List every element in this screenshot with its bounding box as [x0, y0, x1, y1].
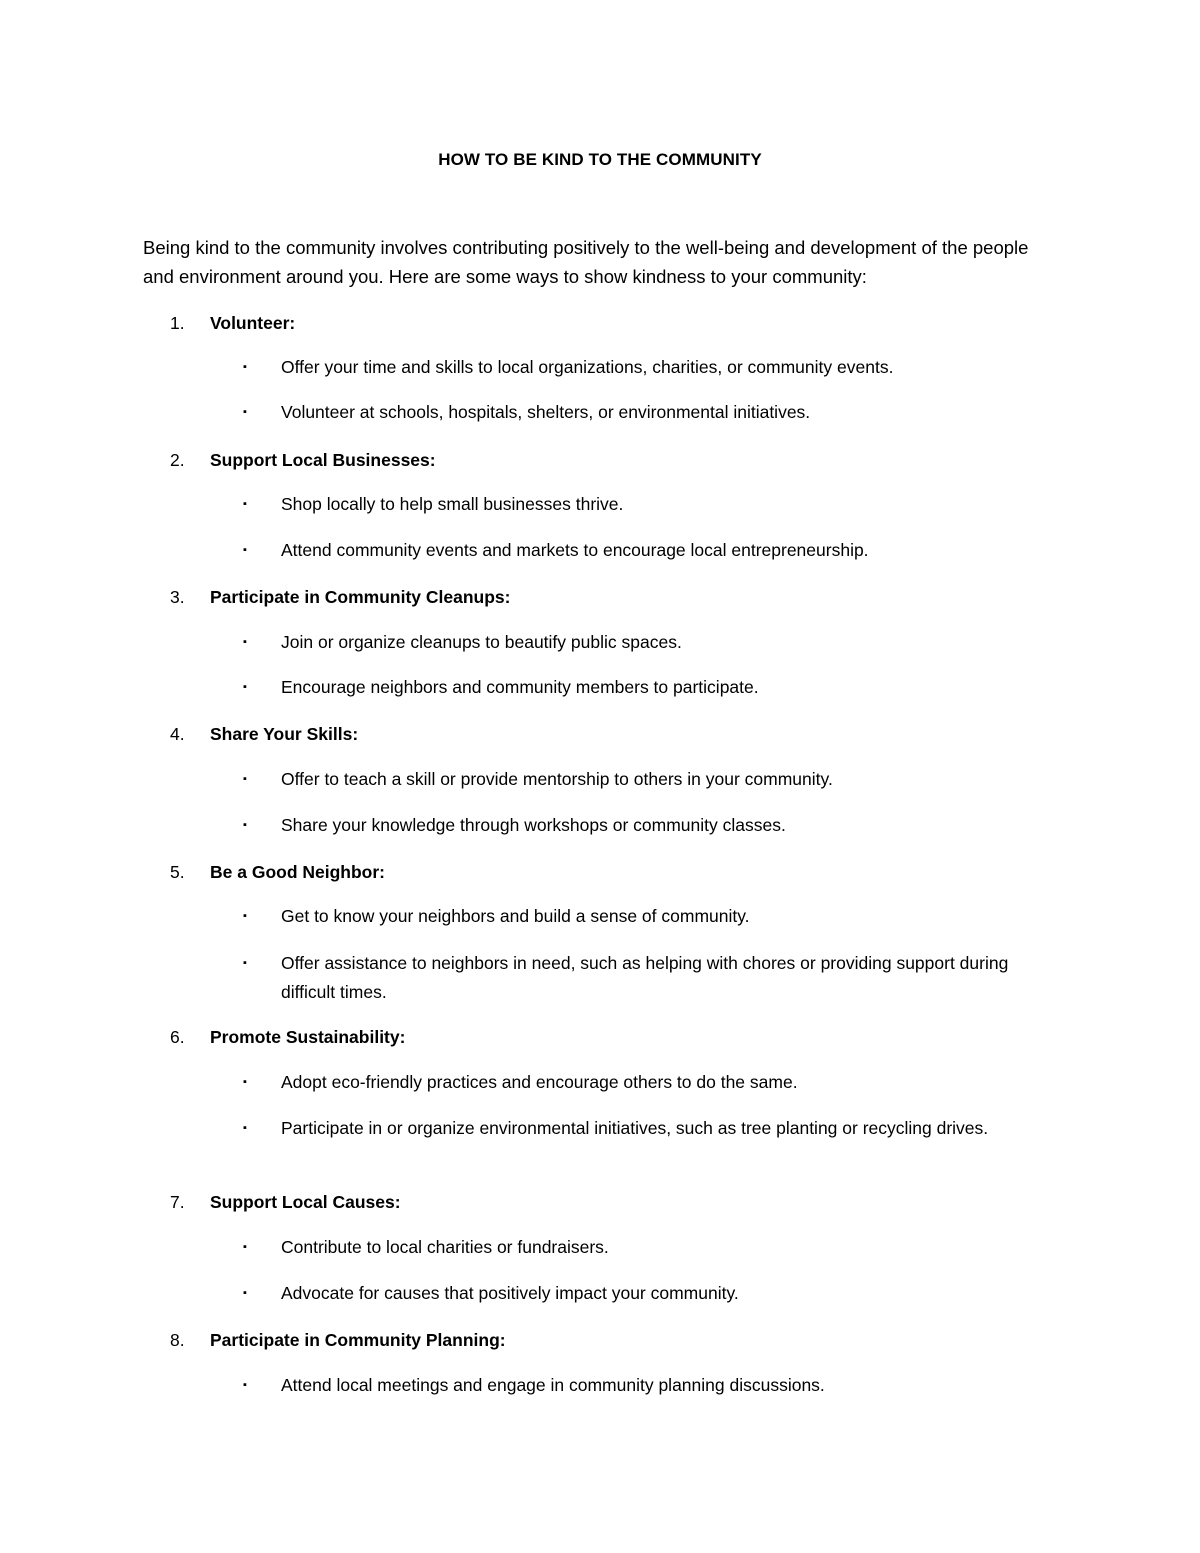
- bullet-text: Get to know your neighbors and build a sense of community.: [281, 906, 750, 926]
- bullet-text: Offer assistance to neighbors in need, such as helping with chores or providing support during difficult times.: [281, 953, 1009, 1002]
- bullet-item: [243, 811, 1063, 840]
- list-item-label: Be a Good Neighbor:: [210, 862, 385, 882]
- bullet-item: [243, 490, 1063, 519]
- list-item-heading: [170, 721, 358, 747]
- list-item-number: 1.: [170, 313, 185, 333]
- bullet-text: Contribute to local charities or fundraisers.: [281, 1237, 609, 1257]
- list-item-number: 4.: [170, 724, 185, 744]
- bullet-text: Attend local meetings and engage in community planning discussions.: [281, 1375, 825, 1395]
- list-item-label: Participate in Community Planning:: [210, 1330, 506, 1350]
- list-item-number: 3.: [170, 587, 185, 607]
- bullet-icon: ▪: [243, 910, 247, 922]
- bullet-icon: ▪: [243, 636, 247, 648]
- list-item-label: Share Your Skills:: [210, 724, 359, 744]
- list-item-label: Participate in Community Cleanups:: [210, 587, 511, 607]
- bullet-item: [243, 1233, 1063, 1262]
- list-item-label: Support Local Causes:: [210, 1192, 401, 1212]
- bullet-icon: ▪: [243, 773, 247, 785]
- list-item-number: 6.: [170, 1027, 185, 1047]
- bullet-item: [243, 536, 1063, 565]
- list-item-number: 8.: [170, 1330, 185, 1350]
- list-item-label: Volunteer:: [210, 313, 296, 333]
- bullet-item: [243, 1068, 1063, 1097]
- document-title: HOW TO BE KIND TO THE COMMUNITY: [438, 150, 762, 169]
- list-item-heading: [170, 1189, 401, 1215]
- bullet-item: [243, 1114, 1063, 1143]
- bullet-text: Join or organize cleanups to beautify public spaces.: [281, 632, 682, 652]
- bullet-icon: ▪: [243, 957, 247, 969]
- bullet-icon: ▪: [243, 1379, 247, 1391]
- bullet-text: Encourage neighbors and community members to participate.: [281, 677, 759, 697]
- list-item-number: 5.: [170, 862, 185, 882]
- bullet-icon: ▪: [243, 361, 247, 373]
- list-item-heading: [170, 1327, 506, 1353]
- bullet-item: [243, 673, 1063, 702]
- list-item-number: 2.: [170, 450, 185, 470]
- bullet-item: [243, 949, 1063, 1007]
- list-item-label: Promote Sustainability:: [210, 1027, 406, 1047]
- bullet-text: Attend community events and markets to encourage local entrepreneurship.: [281, 540, 869, 560]
- bullet-item: [243, 902, 1063, 931]
- bullet-text: Participate in or organize environmental initiatives, such as tree planting or recycling drives.: [281, 1118, 989, 1138]
- list-item-heading: [170, 1024, 405, 1050]
- bullet-item: [243, 1279, 1063, 1308]
- bullet-item: [243, 765, 1063, 794]
- bullet-text: Adopt eco-friendly practices and encourage others to do the same.: [281, 1072, 798, 1092]
- bullet-text: Shop locally to help small businesses thrive.: [281, 494, 624, 514]
- bullet-item: [243, 398, 1063, 427]
- bullet-icon: ▪: [243, 406, 247, 418]
- list-item-heading: [170, 447, 436, 473]
- bullet-icon: ▪: [243, 819, 247, 831]
- list-item-heading: [170, 584, 510, 610]
- list-item-heading: [170, 859, 385, 885]
- bullet-icon: ▪: [243, 1287, 247, 1299]
- bullet-item: [243, 628, 1063, 657]
- list-item-heading: [170, 310, 295, 336]
- bullet-text: Offer to teach a skill or provide mentorship to others in your community.: [281, 769, 833, 789]
- bullet-text: Offer your time and skills to local organizations, charities, or community events.: [281, 357, 894, 377]
- bullet-icon: ▪: [243, 1241, 247, 1253]
- bullet-item: [243, 1371, 1063, 1400]
- bullet-icon: ▪: [243, 1076, 247, 1088]
- intro-paragraph: Being kind to the community involves contributing positively to the well-being and development of the people and environment around you. Here are some ways to show kindness to your community:: [143, 237, 1029, 287]
- bullet-text: Advocate for causes that positively impact your community.: [281, 1283, 739, 1303]
- bullet-item: [243, 353, 1063, 382]
- list-item-number: 7.: [170, 1192, 185, 1212]
- bullet-icon: ▪: [243, 498, 247, 510]
- bullet-icon: ▪: [243, 681, 247, 693]
- bullet-text: Volunteer at schools, hospitals, shelters, or environmental initiatives.: [281, 402, 811, 422]
- bullet-icon: ▪: [243, 544, 247, 556]
- list-item-label: Support Local Businesses:: [210, 450, 436, 470]
- bullet-text: Share your knowledge through workshops or community classes.: [281, 815, 786, 835]
- bullet-icon: ▪: [243, 1122, 247, 1134]
